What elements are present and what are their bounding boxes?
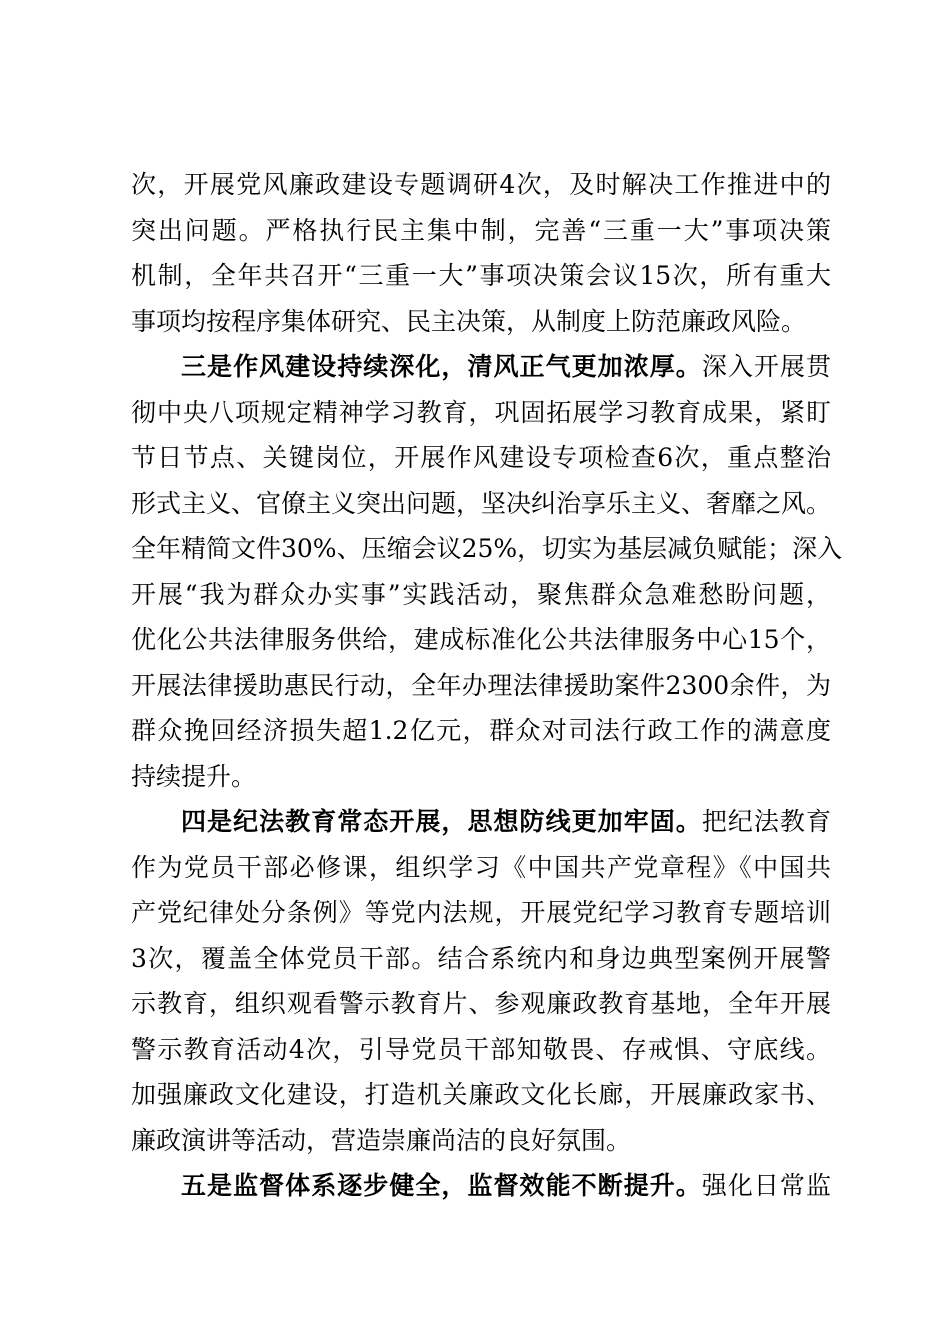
paragraph-first-line: [131, 1163, 831, 1209]
text-line: 次，开展党风廉政建设专题调研4次，及时解决工作推进中的: [131, 170, 831, 199]
text-line: 群众挽回经济损失超1.2亿元，群众对司法行政工作的满意度: [131, 716, 831, 745]
paragraph-first-line: [131, 344, 831, 390]
paragraph-first-line: [131, 799, 831, 845]
paragraph-text: 把纪法教育: [701, 807, 831, 836]
text-line: 形式主义、官僚主义突出问题，坚决纠治享乐主义、奢靡之风。: [131, 488, 832, 518]
paragraph-discipline-education: [131, 799, 831, 1163]
paragraph-text: 深入开展贯: [701, 352, 831, 381]
text-line: 加强廉政文化建设，打造机关廉政文化长廊，开展廉政家书、: [131, 1080, 831, 1109]
paragraph-supervision-system: [131, 1163, 831, 1209]
text-line: 开展法律援助惠民行动，全年办理法律援助案件2300余件，为: [131, 670, 831, 700]
text-line: 突出问题。严格执行民主集中制，完善“三重一大”事项决策: [131, 215, 831, 245]
paragraph-continuation: [131, 162, 831, 344]
text-line: 彻中央八项规定精神学习教育，巩固拓展学习教育成果，紧盯: [131, 397, 831, 427]
text-line: 示教育，组织观看警示教育片、参观廉政教育基地，全年开展: [131, 989, 831, 1018]
paragraph-heading: 五是监督体系逐步健全，监督效能不断提升。: [181, 1171, 702, 1200]
text-line: 事项均按程序集体研究、民主决策，从制度上防范廉政风险。: [131, 306, 807, 336]
paragraph-text: 强化日常监: [701, 1171, 831, 1200]
paragraph-heading: 四是纪法教育常态开展，思想防线更加牢固。: [181, 807, 702, 836]
paragraph-heading: 三是作风建设持续深化，清风正气更加浓厚。: [181, 352, 702, 381]
text-line: 节日节点、关键岗位，开展作风建设专项检查6次，重点整治: [131, 443, 831, 472]
document-body: [131, 162, 843, 1209]
text-line: 开展“我为群众办实事”实践活动，聚焦群众急难愁盼问题，: [131, 579, 831, 609]
text-line: 产党纪律处分条例》等党内法规，开展党纪学习教育专题培训: [131, 898, 831, 927]
text-line: 警示教育活动4次，引导党员干部知敬畏、存戒惧、守底线。: [131, 1034, 831, 1064]
text-line: 机制，全年共召开“三重一大”事项决策会议15次，所有重大: [131, 261, 831, 290]
text-line: 持续提升。: [131, 761, 257, 791]
text-line: 优化公共法律服务供给，建成标准化公共法律服务中心15个，: [131, 625, 831, 654]
text-line: 廉政演讲等活动，营造崇廉尚洁的良好氛围。: [131, 1125, 632, 1155]
text-line: 全年精简文件30%、压缩会议25%，切实为基层减负赋能；深入: [131, 534, 843, 563]
paragraph-style-improvement: [131, 344, 843, 799]
text-line: 3次，覆盖全体党员干部。结合系统内和身边典型案例开展警: [131, 943, 831, 973]
text-line: 作为党员干部必修课，组织学习《中国共产党章程》《中国共: [131, 852, 831, 882]
